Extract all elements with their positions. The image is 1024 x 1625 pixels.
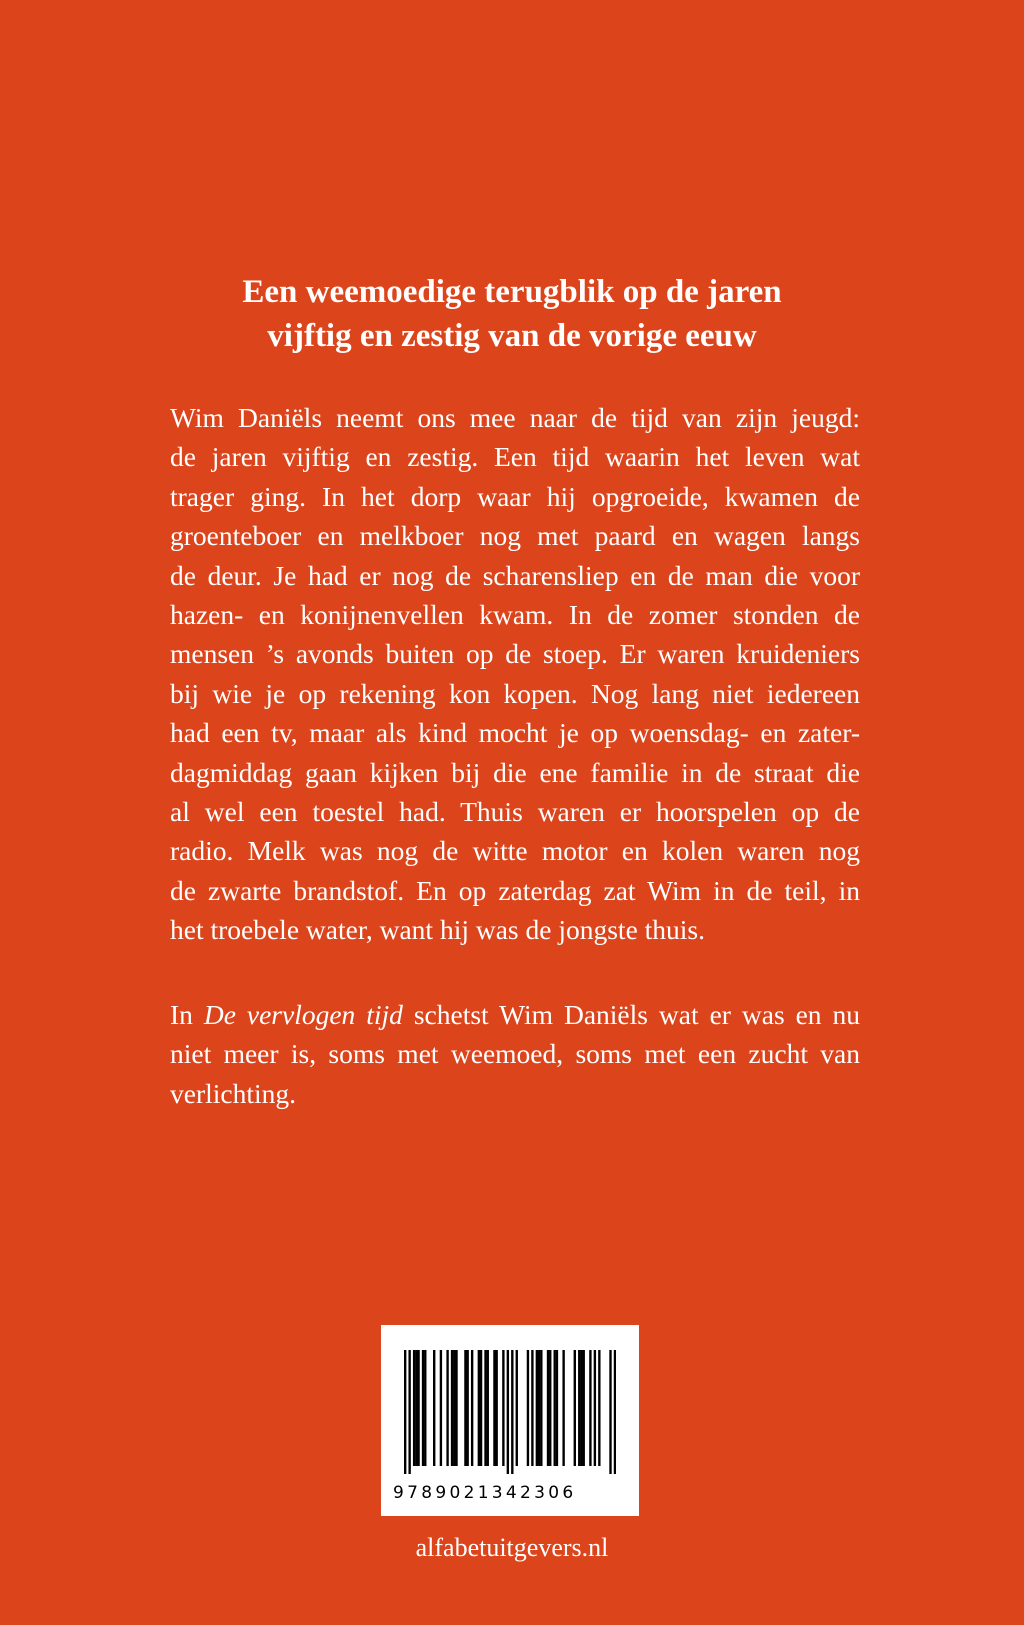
- barcode-bar: [484, 1350, 486, 1466]
- barcode-bar: [424, 1350, 426, 1466]
- barcode-bar: [487, 1350, 489, 1466]
- barcode-bar: [531, 1350, 533, 1466]
- barcode-bar: [556, 1350, 558, 1466]
- barcode-bar: [598, 1350, 600, 1466]
- barcode-bar: [455, 1350, 457, 1466]
- blurb-paragraph: [170, 398, 860, 950]
- barcode-bar: [502, 1350, 504, 1466]
- barcode-bar: [413, 1350, 415, 1466]
- barcode-bar: [538, 1350, 540, 1466]
- blurb-line: al wel een toestel had. Thuis waren er hoorspelen op de: [170, 796, 860, 828]
- blurb-line: mensen ’s avonds buiten op de stoep. Er waren kruideniers: [170, 638, 860, 670]
- barcode-bars: [404, 1350, 616, 1474]
- tagline-line-2: vijftig en zestig van de vorige eeuw: [267, 318, 757, 354]
- barcode-bar: [536, 1350, 538, 1466]
- barcode-bar: [516, 1350, 518, 1466]
- barcode-bar: [440, 1350, 442, 1466]
- blurb-line: radio. Melk was nog de witte motor en kolen waren nog: [170, 835, 860, 867]
- blurb-line: Wim Daniëls neemt ons mee naar de tijd van zijn jeugd:: [170, 402, 860, 433]
- barcode-bar: [495, 1350, 497, 1466]
- barcode-bar: [464, 1350, 466, 1466]
- barcode-bar: [540, 1350, 542, 1466]
- closing-line-2: niet meer is, soms met weemoed, soms met een zucht van: [170, 1038, 860, 1070]
- closing-paragraph: [170, 995, 860, 1113]
- barcode-bar: [580, 1350, 582, 1466]
- barcode-bar: [422, 1350, 424, 1466]
- barcode-bar: [547, 1350, 549, 1466]
- blurb-line: de jaren vijftig en zestig. Een tijd waarin het leven wat: [170, 441, 860, 473]
- blurb-line: de deur. Je had er nog de scharensliep en de man die voor: [170, 559, 860, 591]
- barcode-bar: [415, 1350, 417, 1466]
- barcode-bar: [614, 1350, 616, 1474]
- barcode-bar: [471, 1350, 473, 1466]
- barcode-bar: [609, 1350, 611, 1474]
- barcode-bar: [408, 1350, 410, 1474]
- barcode-bar: [478, 1350, 480, 1466]
- barcode-bar: [480, 1350, 482, 1466]
- book-title-italic: De vervlogen tijd: [203, 999, 403, 1030]
- barcode-bar: [417, 1350, 419, 1466]
- barcode-bar: [583, 1350, 585, 1466]
- barcode-bar: [554, 1350, 556, 1466]
- blurb-line: dagmiddag gaan kijken bij die ene familie in de straat die: [170, 756, 860, 788]
- blurb-line: trager ging. In het dorp waar hij opgroeide, kwamen de: [170, 480, 860, 512]
- barcode-bar: [446, 1350, 448, 1466]
- barcode-bar: [594, 1350, 596, 1466]
- barcode-bar: [589, 1350, 591, 1466]
- isbn-barcode: [381, 1325, 639, 1516]
- barcode-bar: [578, 1350, 580, 1466]
- closing-prefix: In: [170, 999, 204, 1030]
- barcode-bar: [574, 1350, 576, 1466]
- barcode-bar: [451, 1350, 453, 1466]
- tagline-line-1: Een weemoedige terugblik op de jaren: [242, 274, 782, 310]
- blurb-line: hazen- en konijnenvellen kwam. In de zomer stonden de: [170, 599, 860, 631]
- tagline-heading: [150, 270, 874, 358]
- barcode-bar: [511, 1350, 513, 1474]
- blurb-line: bij wie je op rekening kon kopen. Nog lang niet iedereen: [170, 677, 860, 709]
- blurb-line: groenteboer en melkboer nog met paard en wagen langs: [170, 520, 860, 552]
- isbn-number: 9789021342306: [393, 1483, 577, 1503]
- barcode-bar: [507, 1350, 509, 1474]
- barcode-bar: [453, 1350, 455, 1466]
- barcode-bar: [493, 1350, 495, 1466]
- blurb-line: had een tv, maar als kind mocht je op woensdag- en zater-: [170, 717, 860, 749]
- blurb-line: de zwarte brandstof. En op zaterdag zat Wim in de teil, in: [170, 874, 860, 906]
- closing-line-1: [170, 995, 860, 1034]
- publisher-website: alfabetuitgevers.nl: [415, 1533, 609, 1562]
- barcode-bar: [527, 1350, 529, 1466]
- closing-line-3: verlichting.: [170, 1077, 297, 1109]
- barcode-bar: [433, 1350, 435, 1466]
- closing-line-1-rest: schetst Wim Daniëls wat er was en nu: [402, 999, 860, 1030]
- barcode-bar: [549, 1350, 551, 1466]
- barcode-bar: [562, 1350, 564, 1466]
- blurb-line: het troebele water, want hij was de jongste thuis.: [170, 914, 706, 946]
- barcode-bar: [466, 1350, 468, 1466]
- barcode-bar: [404, 1350, 406, 1474]
